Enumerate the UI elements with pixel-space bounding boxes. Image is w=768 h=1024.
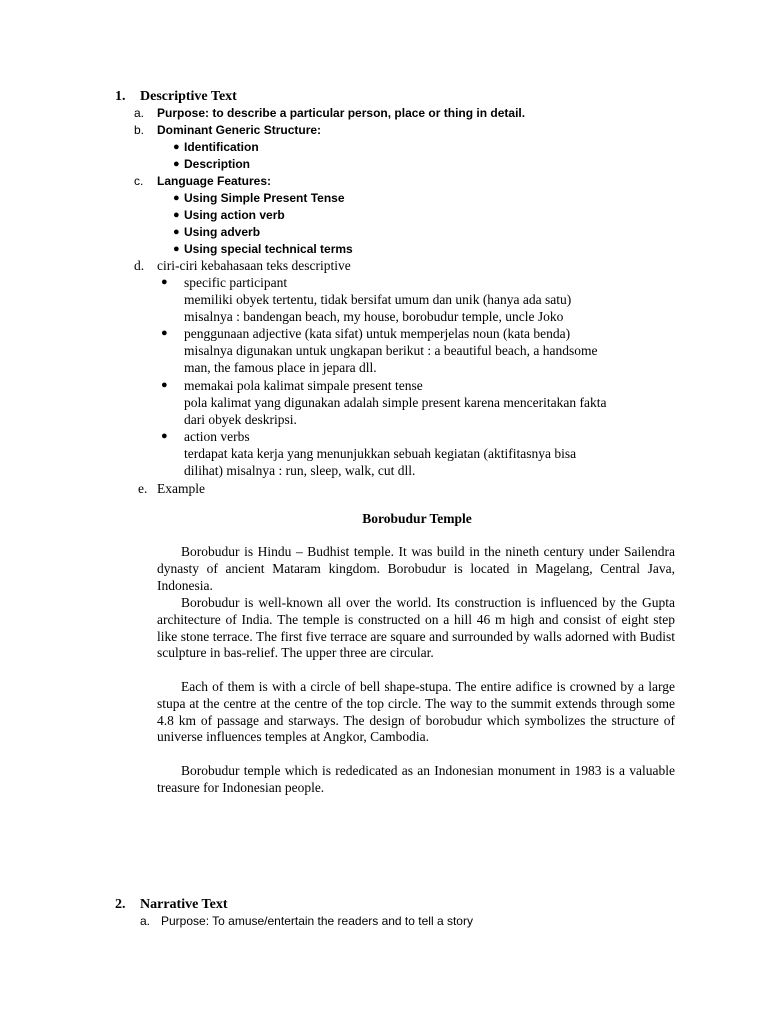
item-b-structure: Dominant Generic Structure:: [157, 123, 322, 137]
item-e-marker: e.: [138, 481, 148, 496]
feature-bullet: Using special technical terms: [184, 242, 353, 256]
bullet-icon: ●: [173, 141, 180, 153]
ciri-item-line: terdapat kata kerja yang menunjukkan sebuah kegiatan (aktifitasnya bisa: [184, 446, 577, 461]
section-2-a-purpose: Purpose: To amuse/entertain the readers and to tell a story: [161, 914, 473, 928]
bullet-icon: ●: [161, 276, 168, 288]
feature-bullet: Using action verb: [184, 208, 285, 222]
ciri-item-head: penggunaan adjective (kata sifat) untuk memperjelas noun (kata benda): [184, 326, 571, 341]
bullet-icon: ●: [173, 158, 180, 170]
section-1-number: 1.: [115, 89, 126, 104]
example-paragraph: Each of them is with a circle of bell shape-stupa. The entire adifice is crowned by a large stupa at the centre at the centre of the top circle. The way to the summit extends through some 4.8 km of passage and starways. The design of borobudur which symbolizes the structure of universe influences temples at Angkor, Cambodia.: [157, 679, 675, 745]
item-e-example: Example: [157, 481, 205, 496]
bullet-icon: ●: [173, 243, 180, 255]
structure-bullet: Description: [184, 157, 251, 171]
example-paragraph: Borobudur temple which is rededicated as an Indonesian monument in 1983 is a valuable treasure for Indonesian people.: [157, 763, 675, 795]
ciri-item-line: dari obyek deskripsi.: [184, 412, 297, 427]
structure-bullet: Identification: [184, 140, 259, 154]
feature-bullet: Using Simple Present Tense: [184, 191, 345, 205]
section-2-number: 2.: [115, 897, 126, 912]
bullet-icon: ●: [161, 379, 168, 391]
ciri-item-line: pola kalimat yang digunakan adalah simple present karena menceritakan fakta: [184, 395, 607, 410]
example-paragraph: Borobudur is well-known all over the world. Its construction is influenced by the Gupta architecture of India. The temple is constructed on a hill 46 m high and consist of eight step like stone terrace. The first five terrace are square and surrounded by walls adorned with Budist sculpture in bas-relief. The upper three are circular.: [157, 595, 675, 661]
item-b-marker: b.: [134, 123, 145, 137]
ciri-item-head: action verbs: [184, 429, 250, 444]
ciri-item-line: man, the famous place in jepara dll.: [184, 360, 377, 375]
ciri-item-head: specific participant: [184, 275, 288, 290]
item-d-marker: d.: [134, 258, 145, 273]
feature-bullet: Using adverb: [184, 225, 261, 239]
example-paragraph: Borobudur is Hindu – Budhist temple. It was build in the nineth century under Sailendra dynasty of ancient Mataram kingdom. Borobudur is located in Magelang, Central Java, Indonesia.: [157, 544, 675, 593]
bullet-icon: ●: [173, 192, 180, 204]
ciri-item-line: misalnya digunakan untuk ungkapan berikut : a beautiful beach, a handsome: [184, 343, 598, 358]
item-c-features: Language Features:: [157, 174, 272, 188]
item-a-purpose: Purpose: to describe a particular person, place or thing in detail.: [157, 106, 526, 120]
ciri-item-head: memakai pola kalimat simpale present tense: [184, 378, 423, 393]
ciri-item-line: memiliki obyek tertentu, tidak bersifat umum dan unik (hanya ada satu): [184, 292, 572, 307]
bullet-icon: ●: [161, 430, 168, 442]
bullet-icon: ●: [173, 226, 180, 238]
section-2-a-marker: a.: [140, 914, 151, 928]
bullet-icon: ●: [161, 327, 168, 339]
example-title: Borobudur Temple: [362, 511, 472, 526]
ciri-item-line: dilihat) misalnya : run, sleep, walk, cut dll.: [184, 463, 416, 478]
ciri-item-line: misalnya : bandengan beach, my house, borobudur temple, uncle Joko: [184, 309, 564, 324]
item-c-marker: c.: [134, 174, 144, 188]
section-2-title: Narrative Text: [140, 897, 228, 912]
section-1-title: Descriptive Text: [140, 89, 237, 104]
bullet-icon: ●: [173, 209, 180, 221]
item-a-marker: a.: [134, 106, 145, 120]
item-d-ciri: ciri-ciri kebahasaan teks descriptive: [157, 258, 351, 273]
